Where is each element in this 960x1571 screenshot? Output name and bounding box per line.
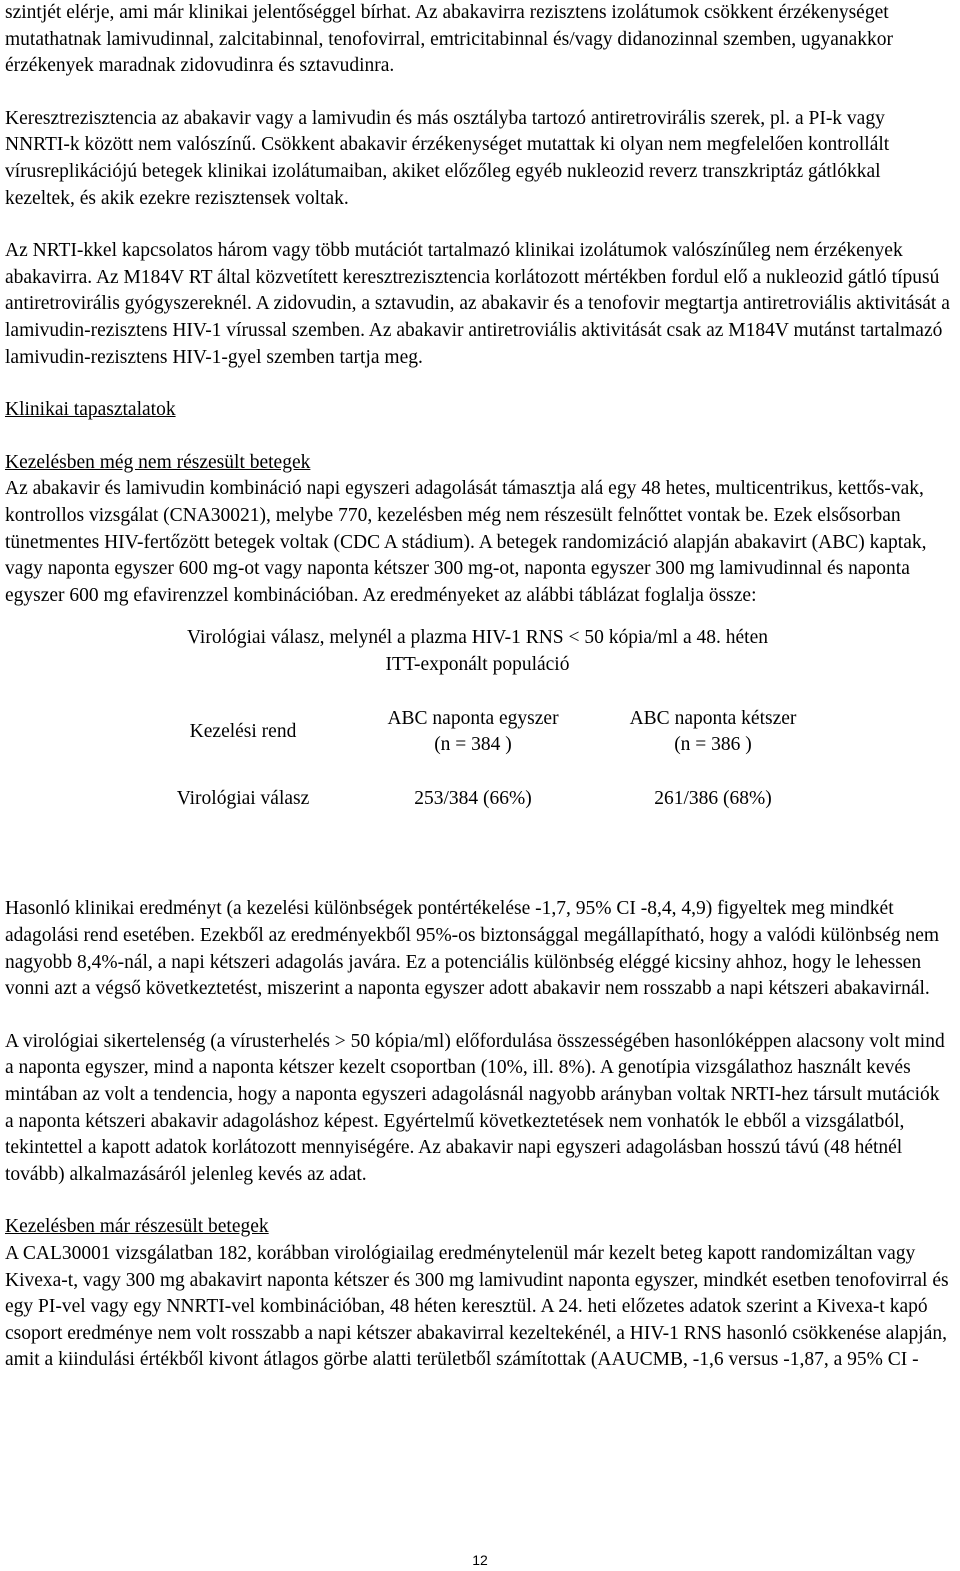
- document-page: [5, 0, 950, 1374]
- paragraph-treatment-experienced: A CAL30001 vizsgálatban 182, korábban virológiailag eredménytelenül már kezelt beteg kapott randomizáltan vagy Kivexa-t, vagy 300 mg abakavirt naponta kétszer és 300 mg lamivudint naponta egyszer, mindkét esetben tenofovirral és egy PI-vel vagy egy NNRTI-vel kombinációban, 48 héten keresztül. A 24. heti előzetes adatok szerint a Kivexa-t kapó csoport eredménye nem volt rosszabb a napi kétszer abakavirral kezeltekénél, a HIV-1 RNS hasonló csökkenése alapján, amit a kiindulási értékből kivont átlagos görbe alatti területből számítottak (AAUCMB, -1,6 versus -1,87, a 95% CI -: [5, 1243, 949, 1371]
- results-table: [133, 692, 833, 826]
- table-col-once-line1: ABC naponta egyszer: [387, 707, 559, 729]
- results-table-section: [5, 625, 950, 826]
- paragraph-nrti-mutations: Az NRTI-kkel kapcsolatos három vagy több mutációt tartalmazó klinikai izolátumok valószínűleg nem érzékenyek abakavirra. Az M184V RT által közvetített keresztrezisztencia korlátozott mértékben fordul elő a nukleozid gátló típusú antiretrovirális gyógyszereknél. A zidovudin, a sztavudin, az abakavir és a tenofovir megtartja antiretroviális aktivitását a lamivudin-rezisztens HIV-1 vírussal szemben. Az abakavir antiretroviális aktivitását csak az M184V mutánst tartalmazó lamivudin-rezisztens HIV-1-gyel szemben tartja meg.: [5, 240, 950, 368]
- table-col-header-twice: [593, 692, 833, 772]
- table-row-header-label: Kezelési rend: [189, 721, 297, 743]
- paragraph-virologic-failure: A virológiai sikertelenség (a vírusterhelés > 50 kópia/ml) előfordulása összességében hasonlóképpen alacsony volt mind a naponta egyszer, mind a naponta kétszer kezelt csoportban (10%, ill. 8%). A genotípia vizsgálathoz használt kevés mintában az volt a tendencia, hogy a naponta egyszeri adagolásnál nagyobb arányban voltak NRTI-hez társult mutációk a naponta kétszeri abakavir adagoláshoz képest. Egyértelmű következtetések nem vonhatók le ebből a vizsgálatból, tekintettel a kapott adatok korlátozott mennyiségére. Az abakavir napi egyszeri adagolásban hosszú távú (48 hétnél tovább) alkalmazásáról jelenleg kevés az adat.: [5, 1030, 945, 1185]
- heading-treatment-naive: Kezelésben még nem részesült betegek: [5, 451, 311, 473]
- heading-treatment-experienced: Kezelésben már részesült betegek: [5, 1216, 269, 1238]
- table-cell-once: 253/384 (66%): [414, 788, 532, 810]
- table-title: [5, 625, 950, 678]
- table-col-header-once: [353, 692, 593, 772]
- table-col-once-line2: (n = 384 ): [434, 734, 512, 756]
- table-col-twice-line2: (n = 386 ): [674, 734, 752, 756]
- table-row-label: Virológiai válasz: [176, 788, 310, 810]
- table-col-twice-line1: ABC naponta kétszer: [629, 707, 797, 729]
- paragraph-cross-resistance: Keresztrezisztencia az abakavir vagy a lamivudin és más osztályba tartozó antiretrovirális szerek, pl. a PI-k vagy NNRTI-k között nem valószínű. Csökkent abakavir érzékenységet mutattak ki olyan nem megfelelően kontrollált vírusreplikációjú betegek klinikai izolátumaiban, akiket előzőleg egyéb nukleozid reverz transzkriptáz gátlókkal kezeltek, és akik ezekre rezisztensek voltak.: [5, 107, 890, 209]
- table-title-line2: ITT-exponált populáció: [385, 653, 570, 675]
- table-title-line1: Virológiai válasz, melynél a plazma HIV-1 RNS < 50 kópia/ml a 48. héten: [187, 627, 768, 649]
- table-cell-twice: 261/386 (68%): [654, 788, 772, 810]
- paragraph-treatment-naive: Az abakavir és lamivudin kombináció napi egyszeri adagolását támasztja alá egy 48 hetes, multicentrikus, kettős-vak, kontrollos vizsgálat (CNA30021), melybe 770, kezelésben még nem részesült felnőttet vontak be. Ezek elsősorban tünetmentes HIV-fertőzött betegek voltak (CDC A stádium). A betegek randomizáció alapján abakavirt (ABC) kaptak, vagy naponta egyszer 600 mg-ot vagy naponta kétszer 300 mg-ot, naponta egyszer 300 mg lamivudinnal és naponta egyszer 600 mg efavirenzzel kombinációban. Az eredményeket az alábbi táblázat foglalja össze:: [5, 478, 927, 606]
- table-row: [133, 772, 833, 826]
- heading-clinical-experience: Klinikai tapasztalatok: [5, 399, 176, 421]
- page-number: 12: [472, 1552, 488, 1568]
- paragraph-similar-results: Hasonló klinikai eredményt (a kezelési különbségek pontértékelése -1,7, 95% CI -8,4, 4,9) figyeltek meg mindkét adagolási rend esetében. Ezekből az eredményekből 95%-os biztonsággal megállapítható, hogy a valódi különbség nem nagyobb 8,4%-nál, a napi kétszeri adagolás javára. Ez a potenciális különbség eléggé kicsiny ahhoz, hogy le lehessen vonni azt a végső következtetést, miszerint a naponta egyszer adott abakavir nem rosszabb a napi kétszeri abakavirnál.: [5, 898, 940, 1000]
- table-header-row: [133, 692, 833, 772]
- paragraph-resistance-1: szintjét elérje, ami már klinikai jelentőséggel bírhat. Az abakavirra rezisztens izolátumok csökkent érzékenységet mutathatnak lamivudinnal, zalcitabinnal, tenofovirral, emtricitabinnal és/vagy didanozinnal szemben, ugyanakkor érzékenyek maradnak zidovudinra és sztavudinra.: [5, 2, 894, 77]
